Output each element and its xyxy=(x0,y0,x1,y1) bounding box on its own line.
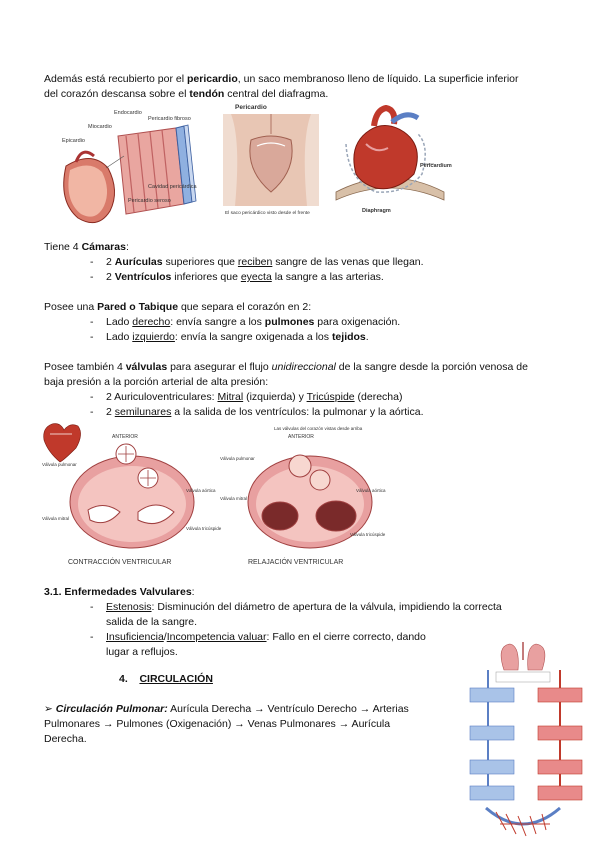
list-text xyxy=(106,255,424,270)
label-epicardio: Epicardio xyxy=(62,138,85,144)
left-label-tricuspide: Válvula tricúspide xyxy=(186,526,222,531)
label-endocardio: Endocardio xyxy=(114,110,142,116)
text: superiores que xyxy=(162,256,238,268)
text: que separa el corazón en 2: xyxy=(178,301,312,313)
intro-text: , un saco membranoso lleno de líquido. La superficie inferior xyxy=(237,73,519,85)
tabique-term: Pared o Tabique xyxy=(97,301,179,313)
semilunares-term: semilunares xyxy=(114,406,172,418)
list-text-cont: salida de la sangre. xyxy=(106,616,198,628)
list-text xyxy=(106,405,424,420)
text: sangre de las venas que llegan. xyxy=(272,256,424,268)
circulation-line-1 xyxy=(44,702,409,717)
list-text xyxy=(106,630,426,645)
text: la sangre a las arterias. xyxy=(271,271,384,283)
circulation-line-3: Derecha. xyxy=(44,733,87,745)
text: . xyxy=(365,331,369,343)
text: Aurícula Derecha → Ventrículo Derecho → Arterias xyxy=(167,703,409,715)
valvulas-term: válvulas xyxy=(125,361,168,373)
section-title: CIRCULACIÓN xyxy=(139,673,213,685)
list-dash: - xyxy=(90,271,94,283)
list-dash: - xyxy=(90,316,94,328)
list-text xyxy=(106,390,402,405)
incompetencia-term: Incompetencia valuar xyxy=(166,631,267,643)
list-dash: - xyxy=(90,631,94,643)
right-label-pulmonar: Válvula pulmonar xyxy=(220,456,255,461)
label-pericardio-seroso: Pericardio seroso xyxy=(128,198,171,204)
septum-intro xyxy=(44,300,311,315)
intro-line-1 xyxy=(44,72,564,87)
text: 2 xyxy=(106,406,115,418)
fig3-heading: Las válvulas del corazón vistas desde arriba xyxy=(274,426,363,431)
intro-text: central del diafragma. xyxy=(224,88,329,100)
section-heading: 3.1. Enfermedades Valvulares xyxy=(44,586,192,598)
text: Posee también 4 xyxy=(44,361,126,373)
text: de la sangre desde la porción venosa de xyxy=(335,361,528,373)
derecho-term: derecho xyxy=(132,316,171,328)
diseases-heading xyxy=(44,585,195,600)
text: (izquierda) y xyxy=(243,391,307,403)
list-dash: - xyxy=(90,256,94,268)
chambers-intro xyxy=(44,240,129,255)
list-dash: - xyxy=(90,601,94,613)
tricuspide-term: Tricúspide xyxy=(306,391,355,403)
text: Posee una xyxy=(44,301,98,313)
text: a la salida de los ventrículos: la pulmonar y la aórtica. xyxy=(171,406,424,418)
label-anterior-right: ANTERIOR xyxy=(288,434,314,440)
valves-figure xyxy=(38,420,392,572)
text: 2 Auriculoventriculares: xyxy=(106,391,218,403)
intro-text: del corazón descansa sobre el xyxy=(44,88,190,100)
intro-text: Además está recubierto por el xyxy=(44,73,187,85)
section-number: 4. xyxy=(119,673,128,685)
valves-line-2: baja presión a la porción arterial de alta presión: xyxy=(44,376,269,388)
chambers-colon: : xyxy=(125,241,129,253)
left-label-aortica: Válvula aórtica xyxy=(186,488,216,493)
list-text-cont: lugar a reflujos. xyxy=(106,646,178,658)
text: : envía sangre a los xyxy=(170,316,265,328)
heading-colon: : xyxy=(191,586,195,598)
chambers-text: Tiene 4 xyxy=(44,241,82,253)
text: Lado xyxy=(106,316,133,328)
circulation-diagram xyxy=(456,640,590,846)
insuficiencia-term: Insuficiencia xyxy=(106,631,164,643)
circulation-heading xyxy=(119,672,213,687)
text: 2 xyxy=(106,271,115,283)
pericardio-term: pericardio xyxy=(187,73,238,85)
circulation-line-2: Pulmonares → Pulmones (Oxigenación) → Venas Pulmonares → Aurícula xyxy=(44,718,391,730)
label-anterior-left: ANTERIOR xyxy=(112,434,138,440)
list-dash: - xyxy=(90,391,94,403)
pulmones-term: pulmones xyxy=(264,316,315,328)
izquierdo-term: izquierdo xyxy=(132,331,175,343)
fig-title-pericardio: Pericardio xyxy=(235,104,267,111)
label-pericardium: Pericardium xyxy=(420,163,452,169)
right-label-mitral: Válvula mitral xyxy=(220,496,248,501)
auriculas-term: Aurículas xyxy=(114,256,163,268)
mitral-term: Mitral xyxy=(217,391,244,403)
text: para asegurar el flujo xyxy=(167,361,272,373)
reciben-term: reciben xyxy=(237,256,273,268)
list-text xyxy=(106,330,369,345)
left-label-mitral: Válvula mitral xyxy=(42,516,70,521)
list-text xyxy=(106,600,502,615)
list-text xyxy=(106,315,400,330)
right-label-aortica: Válvula aórtica xyxy=(356,488,386,493)
text: : Disminución del diámetro de apertura de la válvula, impidiendo la correcta xyxy=(151,601,502,613)
pericardium-layers-figure xyxy=(48,106,218,234)
list-text xyxy=(106,270,384,285)
list-dash: - xyxy=(90,331,94,343)
label-diaphragm: Diaphragm xyxy=(362,208,391,214)
arrow-bullet: ➢ xyxy=(44,703,53,715)
text: (derecha) xyxy=(354,391,403,403)
label-cavidad: Cavidad pericárdica xyxy=(148,184,197,190)
text: Lado xyxy=(106,331,133,343)
tejidos-term: tejidos xyxy=(331,331,366,343)
caption-contraccion: CONTRACCIÓN VENTRICULAR xyxy=(68,559,172,566)
valves-line-1 xyxy=(44,360,564,375)
ventriculos-term: Ventrículos xyxy=(114,271,172,283)
list-dash: - xyxy=(90,406,94,418)
caption-relajacion: RELAJACIÓN VENTRICULAR xyxy=(248,559,344,566)
fig-caption-pericardio: El saco pericárdico visto desde el frente xyxy=(225,211,310,216)
circulation-label: Circulación Pulmonar: xyxy=(55,703,168,715)
right-label-tricuspide: Válvula tricúspide xyxy=(350,532,386,537)
text: : Fallo en el cierre correcto, dando xyxy=(266,631,426,643)
text: / xyxy=(163,631,167,643)
label-miocardio: Miocardio xyxy=(88,124,112,130)
torso-pericardium-figure xyxy=(221,100,321,224)
text: 2 xyxy=(106,256,115,268)
heart-diaphragm-figure xyxy=(326,104,456,216)
left-label-pulmonar: Válvula pulmonar xyxy=(42,462,77,467)
eyecta-term: eyecta xyxy=(240,271,272,283)
estenosis-term: Estenosis xyxy=(106,601,152,613)
text: para oxigenación. xyxy=(314,316,401,328)
unidireccional-term: unidireccional xyxy=(271,361,336,373)
text: inferiores que xyxy=(171,271,241,283)
label-pericardio-fibroso: Pericardio fibroso xyxy=(148,116,191,122)
text: : envía la sangre oxigenada a los xyxy=(174,331,332,343)
tendon-term: tendón xyxy=(189,88,225,100)
camaras-term: Cámaras xyxy=(81,241,126,253)
